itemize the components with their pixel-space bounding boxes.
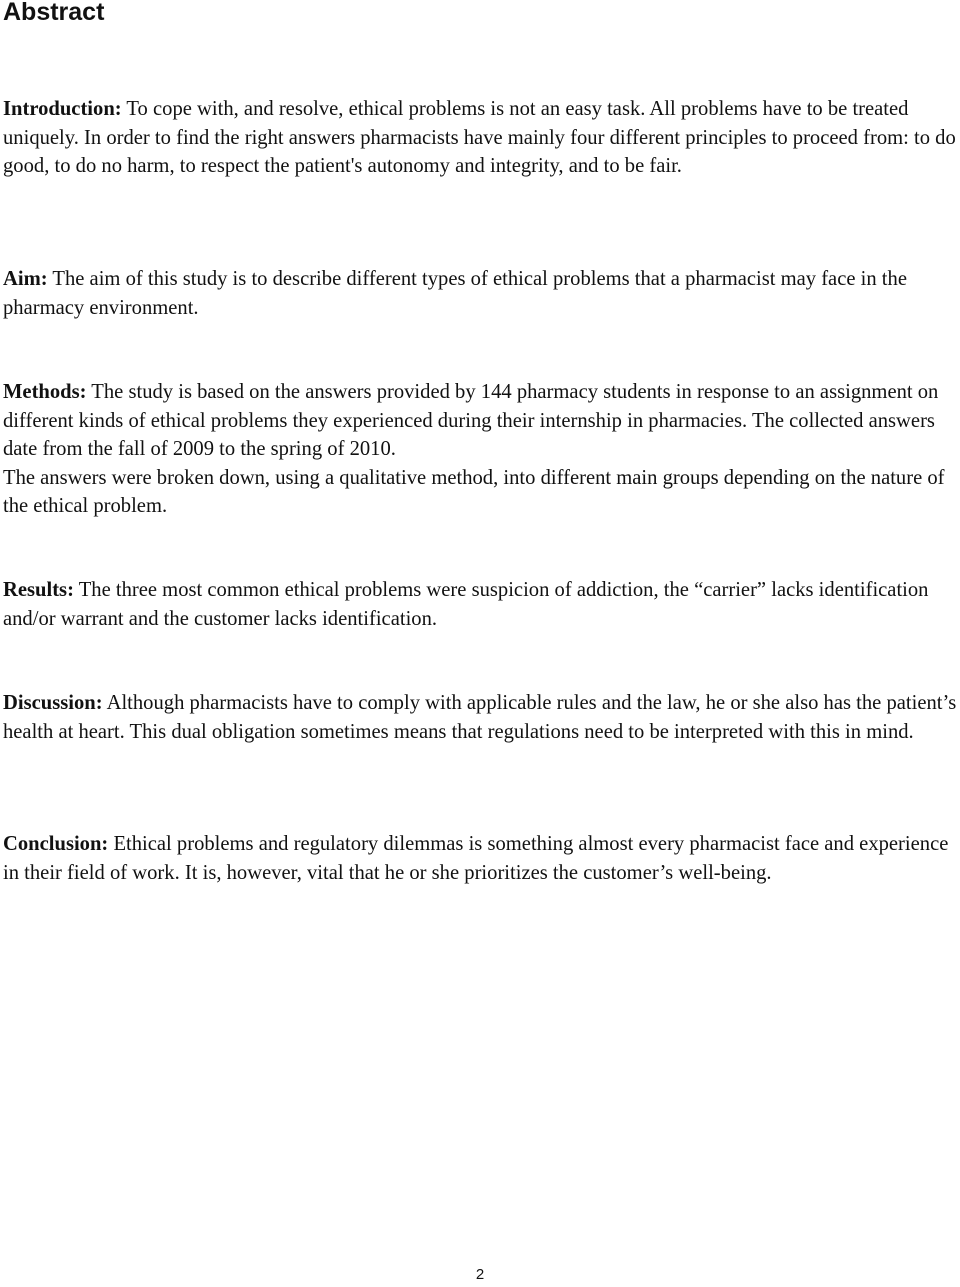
conclusion-paragraph xyxy=(3,830,960,887)
results-label: Results: xyxy=(3,579,74,601)
methods-paragraph xyxy=(3,378,960,521)
results-text: The three most common ethical problems were suspicion of addiction, the “carrier” lacks identification and/or warrant and the customer lacks identification. xyxy=(3,579,929,630)
results-paragraph xyxy=(3,576,960,633)
discussion-label: Discussion: xyxy=(3,692,103,714)
methods-text: The study is based on the answers provided by 144 pharmacy students in response to an assignment on different kinds of ethical problems they experienced during their internship in pharmacies. The collected answers date from the fall of 2009 to the spring of 2010. xyxy=(3,381,939,461)
conclusion-label: Conclusion: xyxy=(3,833,109,855)
discussion-text: Although pharmacists have to comply with applicable rules and the law, he or she also has the patient’s health at heart. This dual obligation sometimes means that regulations need to be interpreted with this in mind. xyxy=(3,692,957,743)
abstract-heading: Abstract xyxy=(3,0,105,26)
aim-text: The aim of this study is to describe different types of ethical problems that a pharmacist may face in the pharmacy environment. xyxy=(3,268,907,319)
introduction-paragraph xyxy=(3,95,960,181)
introduction-text: To cope with, and resolve, ethical problems is not an easy task. All problems have to be treated uniquely. In order to find the right answers pharmacists have mainly four different principles to proceed from: to do good, to do no harm, to respect the patient's autonomy and integrity, and to be fair. xyxy=(3,98,956,178)
introduction-label: Introduction: xyxy=(3,98,122,120)
aim-label: Aim: xyxy=(3,268,48,290)
discussion-paragraph xyxy=(3,689,960,746)
methods-label: Methods: xyxy=(3,381,87,403)
conclusion-text: Ethical problems and regulatory dilemmas is something almost every pharmacist face and experience in their field of work. It is, however, vital that he or she prioritizes the customer’s well-being. xyxy=(3,833,949,884)
methods-text-continued: The answers were broken down, using a qualitative method, into different main groups depending on the nature of the ethical problem. xyxy=(3,466,945,518)
page-number: 2 xyxy=(475,1266,485,1283)
aim-paragraph xyxy=(3,265,960,322)
